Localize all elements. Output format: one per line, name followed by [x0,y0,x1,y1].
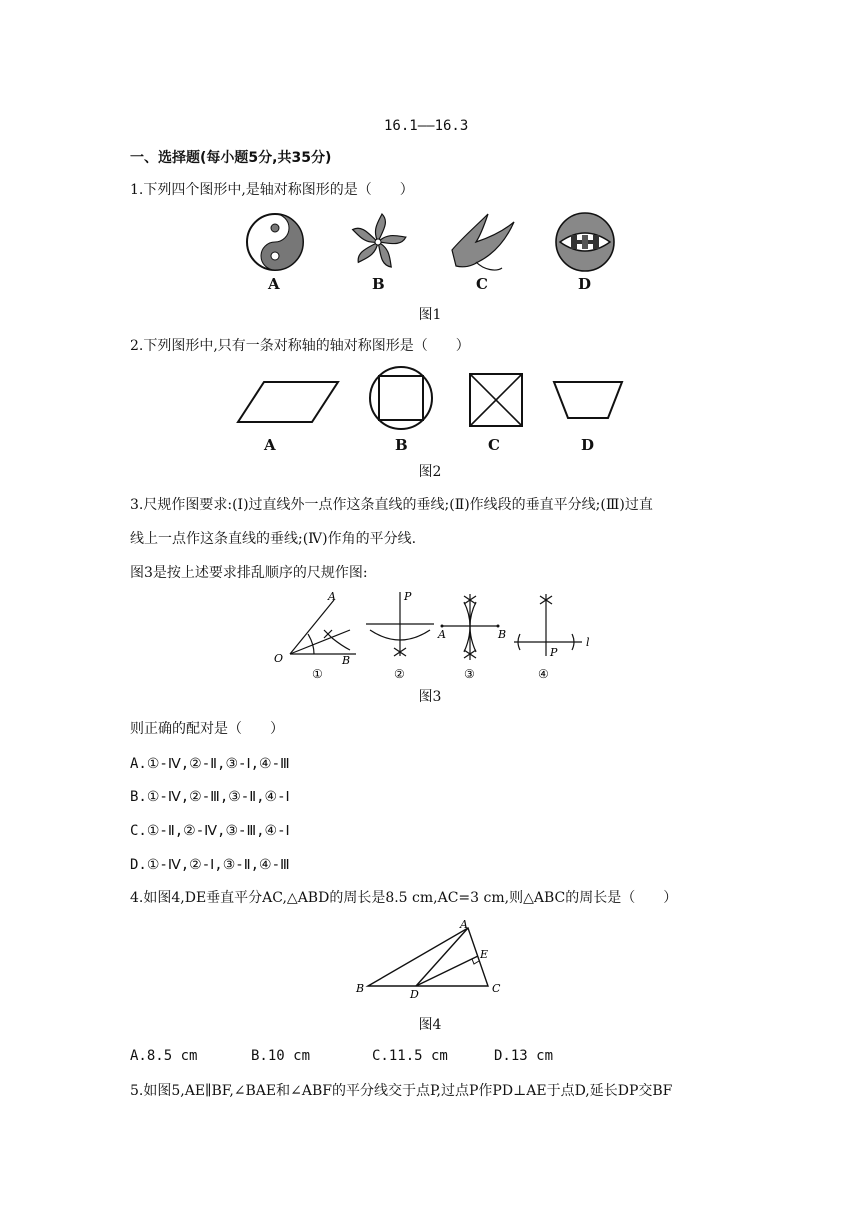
square-with-diagonals-shape [470,374,522,426]
emblem-icon [556,213,614,271]
f4-vertex-c: C [492,982,501,995]
q3-option-c: C.①-Ⅱ,②-Ⅳ,③-Ⅲ,④-Ⅰ [130,823,290,839]
yin-yang-icon [247,214,303,270]
figure-3-caption: 图3 [418,689,442,705]
figure-1-caption: 图1 [418,307,442,323]
f4-label-l: l [586,636,590,649]
f1-number: ① [312,667,323,681]
q1-option-label-d: D [578,275,592,293]
q3-option-a: A.①-Ⅳ,②-Ⅱ,③-Ⅰ,④-Ⅲ [130,756,290,772]
q4-option-a: A.8.5 cm [130,1048,198,1064]
f3-label-b: B [498,628,507,641]
f4-vertex-e: E [480,948,489,961]
question-3-stem-line-2: 线上一点作这条直线的垂线;(Ⅳ)作角的平分线. [130,531,417,547]
f4-vertex-d: D [410,988,419,1001]
figure-4-triangle [354,918,514,1001]
q2-option-label-a: A [264,436,276,454]
question-5-stem: 5.如图5,AE∥BF,∠BAE和∠ABF的平分线交于点P,过点P作PD⊥AE于点D,延长DP交BF [130,1083,673,1099]
f4-number: ④ [538,667,549,681]
pinwheel-flower-icon [351,214,407,269]
page-title: 16.1——16.3 [384,118,469,134]
f3-number: ③ [464,667,475,681]
parallelogram-shape [238,382,338,422]
q2-option-label-d: D [581,436,595,454]
figure-1-symbols [240,210,640,276]
question-1-stem: 1.下列四个图形中,是轴对称图形的是（ ） [130,182,414,198]
question-3-stem-line-1: 3.尺规作图要求:(Ⅰ)过直线外一点作这条直线的垂线;(Ⅱ)作线段的垂直平分线;(Ⅲ)过直 [130,497,653,513]
bird-icon [452,214,514,270]
figure-4-caption: 图4 [418,1017,442,1033]
construction-perpendicular-external [366,592,434,656]
q3-option-d: D.①-Ⅳ,②-Ⅰ,③-Ⅱ,④-Ⅲ [130,857,290,873]
construction-angle-bisector [290,600,356,654]
q4-option-b: B.10 cm [251,1048,311,1064]
f3-label-a: A [438,628,446,641]
f1-label-o: O [274,652,284,665]
f2-label-p: P [404,590,412,603]
question-3-prompt: 则正确的配对是（ ） [130,721,284,737]
q2-option-label-c: C [488,436,500,454]
square-in-circle-shape [370,367,432,429]
q1-option-label-c: C [476,275,488,293]
q4-option-d: D.13 cm [494,1048,554,1064]
f4-vertex-b: B [356,982,365,995]
q4-option-c: C.11.5 cm [372,1048,448,1064]
question-2-stem: 2.下列图形中,只有一条对称轴的轴对称图形是（ ） [130,338,470,354]
q1-option-label-b: B [372,275,385,293]
figure-2-shapes [236,366,636,428]
construction-perpendicular-bisector [442,594,498,660]
f1-label-a: A [328,590,336,603]
figure-2-caption: 图2 [418,464,442,480]
trapezoid-shape [554,382,622,418]
triangle-abc [368,928,488,986]
figure-3-constructions [270,590,610,682]
f2-number: ② [394,667,405,681]
section-title: 一、选择题(每小题5分,共35分) [130,150,332,166]
construction-perpendicular-on-line [514,594,582,656]
f4-vertex-a: A [460,918,468,931]
f4-label-p: P [550,646,558,659]
question-4-stem: 4.如图4,DE垂直平分AC,△ABD的周长是8.5 cm,AC=3 cm,则△ABC的周长是（ ） [130,890,678,906]
f1-label-b: B [342,654,351,667]
q3-option-b: B.①-Ⅳ,②-Ⅲ,③-Ⅱ,④-Ⅰ [130,789,290,805]
q2-option-label-b: B [395,436,408,454]
q1-option-label-a: A [268,275,280,293]
question-3-intro: 图3是按上述要求排乱顺序的尺规作图: [130,565,368,581]
